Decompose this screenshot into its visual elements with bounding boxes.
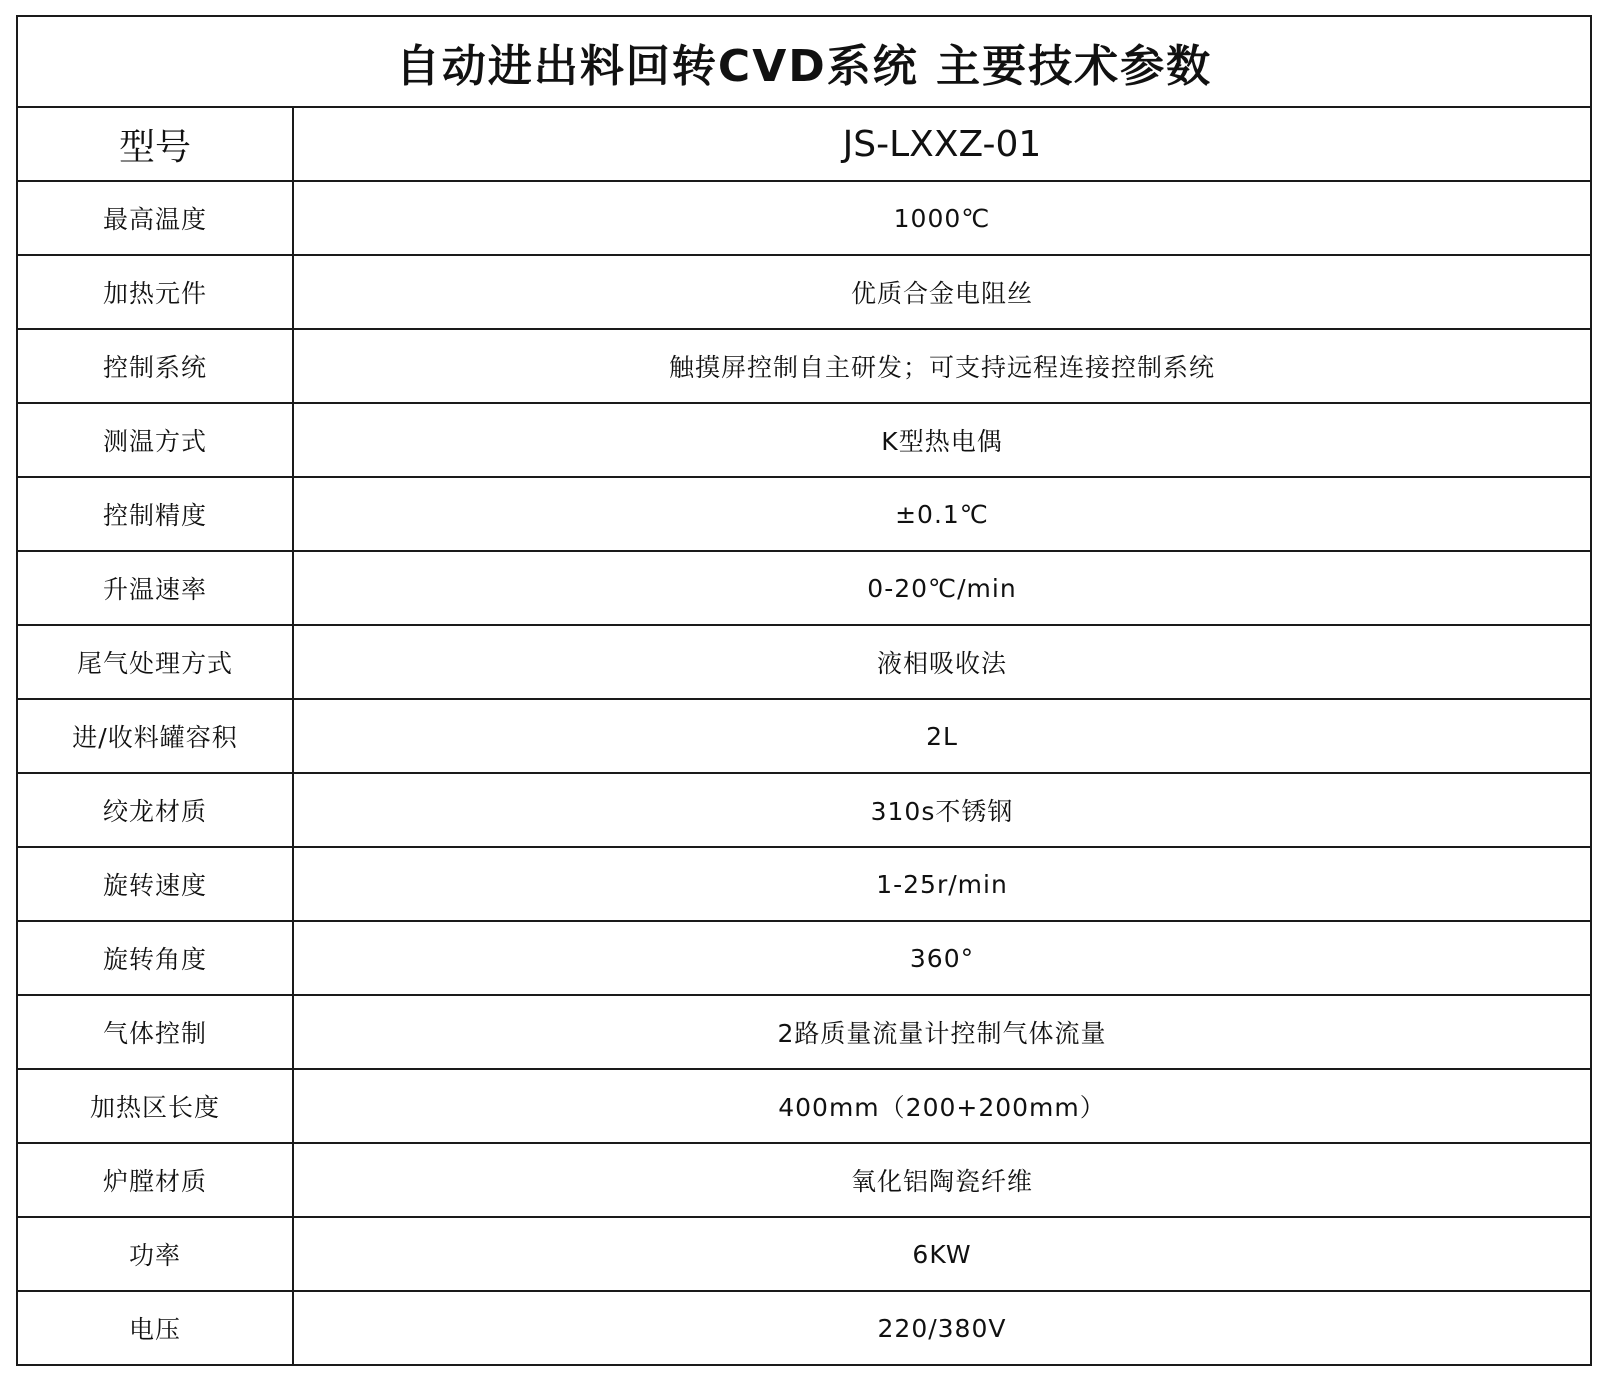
row-label: 进/收料罐容积	[17, 699, 293, 773]
row-label: 功率	[17, 1217, 293, 1291]
row-label: 控制系统	[17, 329, 293, 403]
table-row	[17, 1069, 1591, 1143]
row-label: 旋转速度	[17, 847, 293, 921]
table-row	[17, 625, 1591, 699]
table-row	[17, 477, 1591, 551]
row-value: 液相吸收法	[293, 625, 1591, 699]
table-row	[17, 921, 1591, 995]
row-label: 升温速率	[17, 551, 293, 625]
table-row	[17, 255, 1591, 329]
model-row	[17, 107, 1591, 181]
row-value: 400mm（200+200mm）	[293, 1069, 1591, 1143]
table-row	[17, 329, 1591, 403]
table-row	[17, 1217, 1591, 1291]
table-row	[17, 699, 1591, 773]
row-value: 360°	[293, 921, 1591, 995]
row-label: 加热元件	[17, 255, 293, 329]
row-value: 触摸屏控制自主研发；可支持远程连接控制系统	[293, 329, 1591, 403]
row-value: ±0.1℃	[293, 477, 1591, 551]
row-label: 炉膛材质	[17, 1143, 293, 1217]
row-label: 尾气处理方式	[17, 625, 293, 699]
row-value: 0-20℃/min	[293, 551, 1591, 625]
row-label: 绞龙材质	[17, 773, 293, 847]
row-label: 最高温度	[17, 181, 293, 255]
title-row	[17, 16, 1591, 107]
row-label: 加热区长度	[17, 1069, 293, 1143]
table-row	[17, 551, 1591, 625]
row-value: 1000℃	[293, 181, 1591, 255]
row-label: 旋转角度	[17, 921, 293, 995]
table-row	[17, 773, 1591, 847]
table-row	[17, 847, 1591, 921]
table-row	[17, 181, 1591, 255]
row-label: 控制精度	[17, 477, 293, 551]
row-label: 气体控制	[17, 995, 293, 1069]
table-row	[17, 1291, 1591, 1365]
table-row	[17, 995, 1591, 1069]
row-label: 电压	[17, 1291, 293, 1365]
spec-table	[16, 15, 1592, 1366]
row-value: 1-25r/min	[293, 847, 1591, 921]
table-row	[17, 403, 1591, 477]
row-value: 310s不锈钢	[293, 773, 1591, 847]
row-value: 2L	[293, 699, 1591, 773]
model-value: JS-LXXZ-01	[293, 107, 1591, 181]
table-title: 自动进出料回转CVD系统 主要技术参数	[17, 16, 1591, 107]
row-value: 氧化铝陶瓷纤维	[293, 1143, 1591, 1217]
row-value: 6KW	[293, 1217, 1591, 1291]
table-row	[17, 1143, 1591, 1217]
row-label: 测温方式	[17, 403, 293, 477]
row-value: 220/380V	[293, 1291, 1591, 1365]
model-label: 型号	[17, 107, 293, 181]
row-value: K型热电偶	[293, 403, 1591, 477]
row-value: 优质合金电阻丝	[293, 255, 1591, 329]
row-value: 2路质量流量计控制气体流量	[293, 995, 1591, 1069]
